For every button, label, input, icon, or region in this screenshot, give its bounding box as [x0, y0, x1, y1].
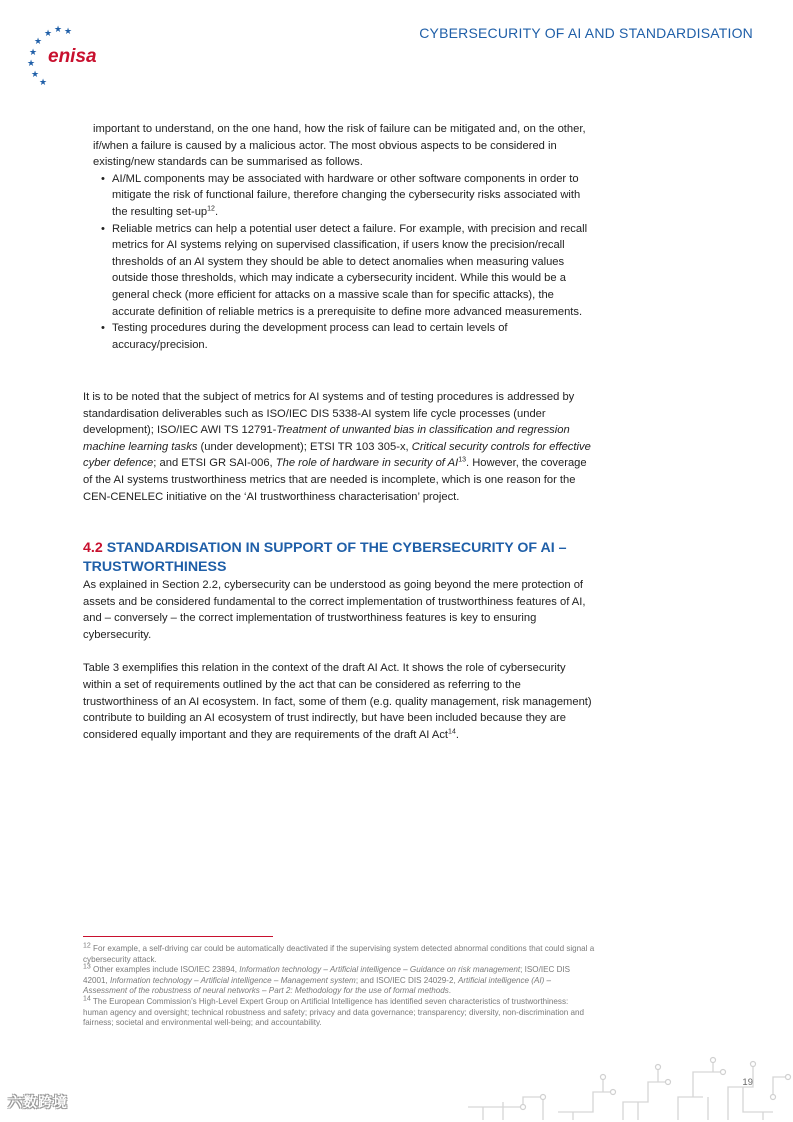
svg-text:★: ★: [31, 69, 40, 79]
intro-block: [83, 121, 593, 353]
section-title: STANDARDISATION IN SUPPORT OF THE CYBERSECURITY OF AI – TRUSTWORTHINESS: [83, 540, 567, 575]
footnote-ref: 13: [458, 456, 466, 464]
intro-paragraph: important to understand, on the one hand, how the risk of failure can be mitigated and, on the other, if/when a failure is caused by a malicious actor. The most obvious aspects to be considered in existing/new standards can be summarised as follows.: [93, 123, 586, 169]
bullet-list: [93, 171, 593, 354]
page-number: 19: [742, 1077, 753, 1088]
svg-text:★: ★: [29, 47, 38, 57]
svg-text:★: ★: [39, 77, 48, 87]
svg-text:★: ★: [34, 36, 43, 46]
svg-text:★: ★: [44, 28, 53, 38]
footnote: $^{13}$ Other examples include ISO/IEC 23894, Information technology – Artificial intelligence – Guidance on risk management; ISO/IEC DIS 42001, Information technology – Artificial intelligence – Management system; and ISO/IEC DIS 24029-2, Artificial intelligence (AI) – Assessment of the robustness of neural networks – Part 2: Methodology for the use of formal methods.: [83, 963, 571, 996]
footnote: $^{12}$ For example, a self-driving car could be automatically deactivated if the supervising system detected abnormal conditions that could signal a cybersecurity attack.: [83, 942, 595, 964]
svg-text:★: ★: [64, 26, 73, 36]
list-item: • AI/ML components may be associated with hardware or other software components in order to mitigate the risk of functional failure, therefore changing the cybersecurity risks associated with the resulting set-$up^{12}$.: [112, 171, 593, 221]
section-paragraph: As explained in Section 2.2, cybersecurity can be understood as going beyond the mere protection of assets and be considered fundamental to the correct implementation of trustworthiness features of AI, and – conversely – the correct implementation of trustworthiness features is key to ensuring cybersecurity.: [83, 579, 586, 641]
footnote: $^{14}$ The European Commission’s High-Level Expert Group on Artificial Intelligence has identified seven characteristics of trustworthiness: human agency and oversight; technical robustness and safety; privacy and data governance; transparency; diversity, non-discrimination and fairness; societal and environmental well-being; and accountability.: [83, 995, 585, 1028]
section-heading: [83, 539, 593, 577]
metrics-paragraph: It is to be noted that the subject of metrics for AI systems and of testing procedures is addressed by standardisation deliverables such as ISO/IEC DIS 5338-AI system life cycle processes (under development); ISO/IEC AWI TS 12791-Treatment of unwanted bias in classification and regression machine learning tasks (under development); ETSI TR 103 305-x, Critical security controls for effective cyber defence; and ETSI GR SAI-006, The role of hardware in security of AI$^{13}$. However, the coverage of the AI systems trustworthiness metrics that are needed is incomplete, which is one reason for the CEN-CENELEC initiative on the ‘AI trustworthiness characterisation’ project.: [83, 391, 591, 503]
section-paragraph: Table 3 exemplifies this relation in the context of the draft AI Act. It shows the role of cybersecurity within a set of requirements outlined by the act that can be considered as referring to the trustworthiness of an AI ecosystem. In fact, some of them (e.g. quality management, risk management) contribute to building an AI ecosystem of trust indirectly, but have been included because they are considered equally important and they are requirements of the draft AI Act$^{14}$.: [83, 662, 592, 741]
svg-text:★: ★: [54, 24, 63, 34]
document-title: CYBERSECURITY OF AI AND STANDARDISATION: [419, 25, 753, 41]
section-number: 4.2: [83, 540, 103, 556]
svg-text:★: ★: [27, 58, 36, 68]
footnote-ref: 12: [207, 205, 215, 213]
enisa-logo: [22, 22, 102, 90]
section-4-2: [83, 539, 593, 743]
list-item: • Reliable metrics can help a potential user detect a failure. For example, with precision and recall metrics for AI systems relying on supervised classification, if users know the precision/recall thresholds of an AI system they should be able to detect anomalies when measuring values outside those thresholds, which may indicate a cybersecurity incident. While this would be a general check (more efficient for attacks on a massive scale than for specific attacks), the accurate definition of reliable metrics is a prerequisite to define more advanced measurements.: [112, 221, 593, 321]
footnotes: [83, 944, 595, 1029]
enisa-wordmark: enisa: [48, 46, 97, 67]
footnote-ref: 14: [448, 728, 456, 736]
footnote-divider: [83, 936, 273, 937]
watermark: 六数跨境: [8, 1094, 68, 1110]
list-item: • Testing procedures during the development process can lead to certain levels of accuracy/precision.: [112, 320, 593, 353]
circuit-pattern-icon: [463, 1052, 793, 1122]
